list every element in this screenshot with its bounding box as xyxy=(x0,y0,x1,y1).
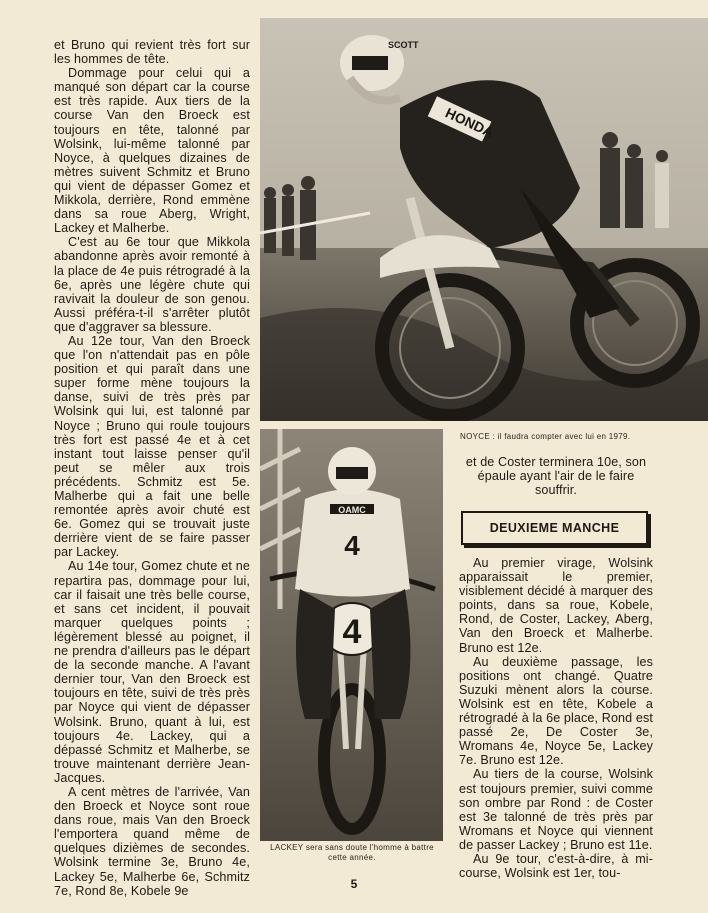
section-heading-text: DEUXIEME MANCHE xyxy=(489,521,620,535)
paragraph: et de Coster terminera 10e, son épaule ayant l'air de le faire souffrir. xyxy=(465,455,647,498)
photo-noyce-motocross xyxy=(260,18,708,421)
section-heading xyxy=(461,511,648,545)
article-column-3 xyxy=(459,455,653,497)
jersey-number: 4 xyxy=(344,530,360,561)
photo-lackey-motocross xyxy=(260,429,443,841)
paragraph: Au 9e tour, c'est-à-dire, à mi-course, Wolsink est 1er, tou- xyxy=(459,851,653,881)
photo-caption-lackey: LACKEY sera sans doute l'homme à battre cette année. xyxy=(270,843,434,862)
helmet-text: SCOTT xyxy=(388,40,419,50)
page-number: 5 xyxy=(350,877,358,891)
paragraph: Dommage pour celui qui a manqué son départ car la course est très rapide. Aux tiers de la course Van den Broeck est toujours en tête, talonné par Wolsink, lui-même talonné par Noyce, à quelques dizaines de mètres suivent Schmitz et Bruno qui vient de dépasser Gomez et Mikkola, derrière, Rond emmène dans sa roue Aberg, Wright, Lackey et Malherbe. xyxy=(54,66,250,236)
paragraph: Au 14e tour, Gomez chute et ne repartira pas, dommage pour lui, car il faisait une très belle course, et sans cet incident, il pouvait marquer quelques points ; légèrement blessé au poignet, il ne prendra d'ailleurs pas le départ de la seconde manche. A l'avant dernier tour, Van den Broeck est toujours en tête, suivi de très près par Noyce qui vient de dépasser Wolsink. Bruno, quant à lui, est toujours 4e. Lackey, qui a dépassé Schmitz et Malherbe, se trouve maintenant derrière Jean-Jacques. xyxy=(54,559,250,785)
jersey-text: HONDA xyxy=(443,104,497,141)
jersey-sponsor-text: OAMC xyxy=(338,505,366,515)
paragraph: A cent mètres de l'arrivée, Van den Broeck et Noyce sont roue dans roue, mais Van den Broeck l'emportera quand même de quelques dizièmes de secondes. Wolsink termine 3e, Bruno 4e, Lackey 5e, Malherbe 6e, Schmitz 7e, Rond 8e, Kobele 9e xyxy=(54,784,250,898)
paragraph: Au deuxième passage, les positions ont changé. Quatre Suzuki mènent alors la course. Wolsink est en tête, Kobele a rétrogradé à la 6e place, Rond est passé 2e, De Coster 3e, Wromans 4e, Noyce 5e, Lackey 7e. Bruno est 12e. xyxy=(459,654,653,768)
article-column-1 xyxy=(54,38,250,898)
paragraph: et Bruno qui revient très fort sur les hommes de tête. xyxy=(54,38,250,67)
bike-plate-number: 4 xyxy=(342,613,362,651)
photo-caption-noyce: NOYCE : il faudra compter avec lui en 1979. xyxy=(460,432,631,441)
article-column-3-body xyxy=(459,556,653,880)
paragraph: C'est au 6e tour que Mikkola abandonne après avoir remonté à la place de 4e puis rétrogradé à la 6e, après une légère chute qui ravivait la douleur de son genou. Aussi préféra-t-il s'arrêter plutôt que d'aggraver sa blessure. xyxy=(54,235,250,334)
paragraph: Au tiers de la course, Wolsink est toujours premier, suivi comme son ombre par Rond : de Coster est 3e talonné de très près par Wromans et Noyce qui viennent de passer Lackey ; Bruno est 11e. xyxy=(459,767,653,852)
paragraph: Au premier virage, Wolsink apparaissait le premier, visiblement décidé à marquer des points, dans sa roue, Kobele, Rond, de Coster, Lackey, Aberg, Van den Broeck et Malherbe. Bruno est 12e. xyxy=(459,556,653,655)
paragraph: Au 12e tour, Van den Broeck que l'on n'attendait pas en pôle position et qui paraît dans une super forme mène toujours la danse, suivi de très près par Wolsink qui lui, est talonné par Noyce ; Bruno qui roule toujours très fort est passé 4e et à cet instant tout laisse penser qu'il peut se mêler aux trois précédents. Schmitz est 5e. Malherbe qui a fait une belle remontée après avoir chuté est 6e. Gomez qui se trouvait juste derrière vient de se faire passer par Lackey. xyxy=(54,333,250,560)
